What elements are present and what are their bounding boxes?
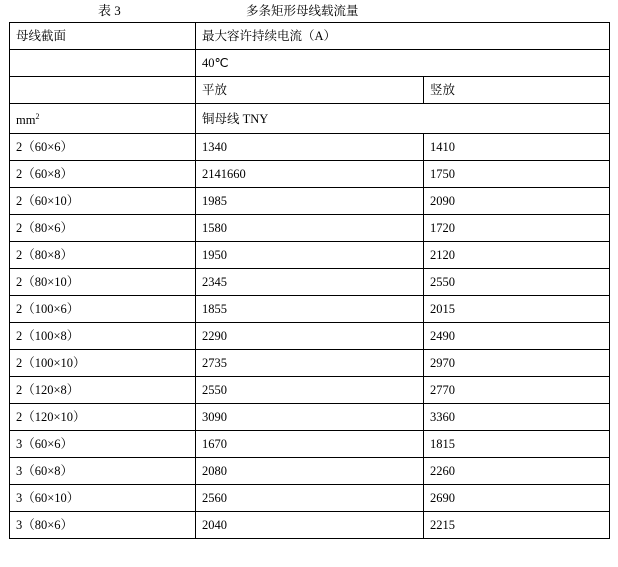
cell-size: 3（60×10） bbox=[10, 485, 196, 512]
header-cell-material: 铜母线 TNY bbox=[196, 104, 610, 134]
header-cell-temperature: 40℃ bbox=[196, 50, 610, 77]
header-cell-flat: 平放 bbox=[196, 77, 424, 104]
cell-vertical: 1815 bbox=[424, 431, 610, 458]
table-caption bbox=[0, 0, 618, 22]
unit-text: mm bbox=[16, 113, 36, 128]
table-row bbox=[10, 269, 610, 296]
cell-flat: 2735 bbox=[196, 350, 424, 377]
cell-size: 2（100×8） bbox=[10, 323, 196, 350]
table-caption-label: 表 3 bbox=[98, 3, 121, 18]
cell-size: 2（60×10） bbox=[10, 188, 196, 215]
cell-size: 2（120×10） bbox=[10, 404, 196, 431]
cell-flat: 2560 bbox=[196, 485, 424, 512]
cell-size: 2（80×10） bbox=[10, 269, 196, 296]
cell-vertical: 2550 bbox=[424, 269, 610, 296]
table-body bbox=[10, 23, 610, 539]
table-row bbox=[10, 161, 610, 188]
table-row bbox=[10, 377, 610, 404]
header-cell-section-label: 母线截面 bbox=[10, 23, 196, 50]
table-header-row-unit bbox=[10, 104, 610, 134]
header-cell-unit bbox=[10, 104, 196, 134]
cell-vertical: 2260 bbox=[424, 458, 610, 485]
cell-size: 3（60×8） bbox=[10, 458, 196, 485]
unit-superscript: 2 bbox=[35, 112, 40, 121]
cell-flat: 2550 bbox=[196, 377, 424, 404]
cell-flat: 1950 bbox=[196, 242, 424, 269]
cell-size: 2（60×8） bbox=[10, 161, 196, 188]
cell-vertical: 2690 bbox=[424, 485, 610, 512]
cell-vertical: 2015 bbox=[424, 296, 610, 323]
cell-vertical: 2770 bbox=[424, 377, 610, 404]
cell-vertical: 2970 bbox=[424, 350, 610, 377]
table-row bbox=[10, 404, 610, 431]
cell-size: 2（60×6） bbox=[10, 134, 196, 161]
cell-flat: 1340 bbox=[196, 134, 424, 161]
cell-size: 2（120×8） bbox=[10, 377, 196, 404]
table-row bbox=[10, 431, 610, 458]
cell-flat: 2141660 bbox=[196, 161, 424, 188]
bus-ampacity-table bbox=[9, 22, 610, 539]
table-row bbox=[10, 242, 610, 269]
table-caption-title: 多条矩形母线载流量 bbox=[246, 3, 359, 18]
cell-vertical: 1720 bbox=[424, 215, 610, 242]
header-cell-blank-2 bbox=[10, 77, 196, 104]
cell-flat: 1580 bbox=[196, 215, 424, 242]
cell-size: 3（80×6） bbox=[10, 512, 196, 539]
table-row bbox=[10, 323, 610, 350]
cell-size: 3（60×6） bbox=[10, 431, 196, 458]
cell-vertical: 2215 bbox=[424, 512, 610, 539]
table-row bbox=[10, 215, 610, 242]
cell-vertical: 2120 bbox=[424, 242, 610, 269]
cell-size: 2（80×6） bbox=[10, 215, 196, 242]
table-row bbox=[10, 188, 610, 215]
cell-vertical: 3360 bbox=[424, 404, 610, 431]
cell-flat: 1985 bbox=[196, 188, 424, 215]
table-header-row-temperature bbox=[10, 50, 610, 77]
cell-vertical: 2490 bbox=[424, 323, 610, 350]
table-header-row-section bbox=[10, 23, 610, 50]
cell-vertical: 1750 bbox=[424, 161, 610, 188]
table-row bbox=[10, 512, 610, 539]
cell-flat: 2290 bbox=[196, 323, 424, 350]
cell-size: 2（100×10） bbox=[10, 350, 196, 377]
cell-vertical: 2090 bbox=[424, 188, 610, 215]
cell-vertical: 1410 bbox=[424, 134, 610, 161]
cell-flat: 2080 bbox=[196, 458, 424, 485]
header-cell-current-label: 最大容许持续电流（A） bbox=[196, 23, 610, 50]
cell-flat: 3090 bbox=[196, 404, 424, 431]
cell-flat: 1670 bbox=[196, 431, 424, 458]
table-row bbox=[10, 458, 610, 485]
table-row bbox=[10, 134, 610, 161]
table-row bbox=[10, 485, 610, 512]
cell-flat: 1855 bbox=[196, 296, 424, 323]
header-cell-vertical: 竖放 bbox=[424, 77, 610, 104]
table-row bbox=[10, 296, 610, 323]
cell-size: 2（100×6） bbox=[10, 296, 196, 323]
cell-flat: 2345 bbox=[196, 269, 424, 296]
cell-flat: 2040 bbox=[196, 512, 424, 539]
table-header-row-orientation bbox=[10, 77, 610, 104]
table-row bbox=[10, 350, 610, 377]
cell-size: 2（80×8） bbox=[10, 242, 196, 269]
header-cell-blank-1 bbox=[10, 50, 196, 77]
